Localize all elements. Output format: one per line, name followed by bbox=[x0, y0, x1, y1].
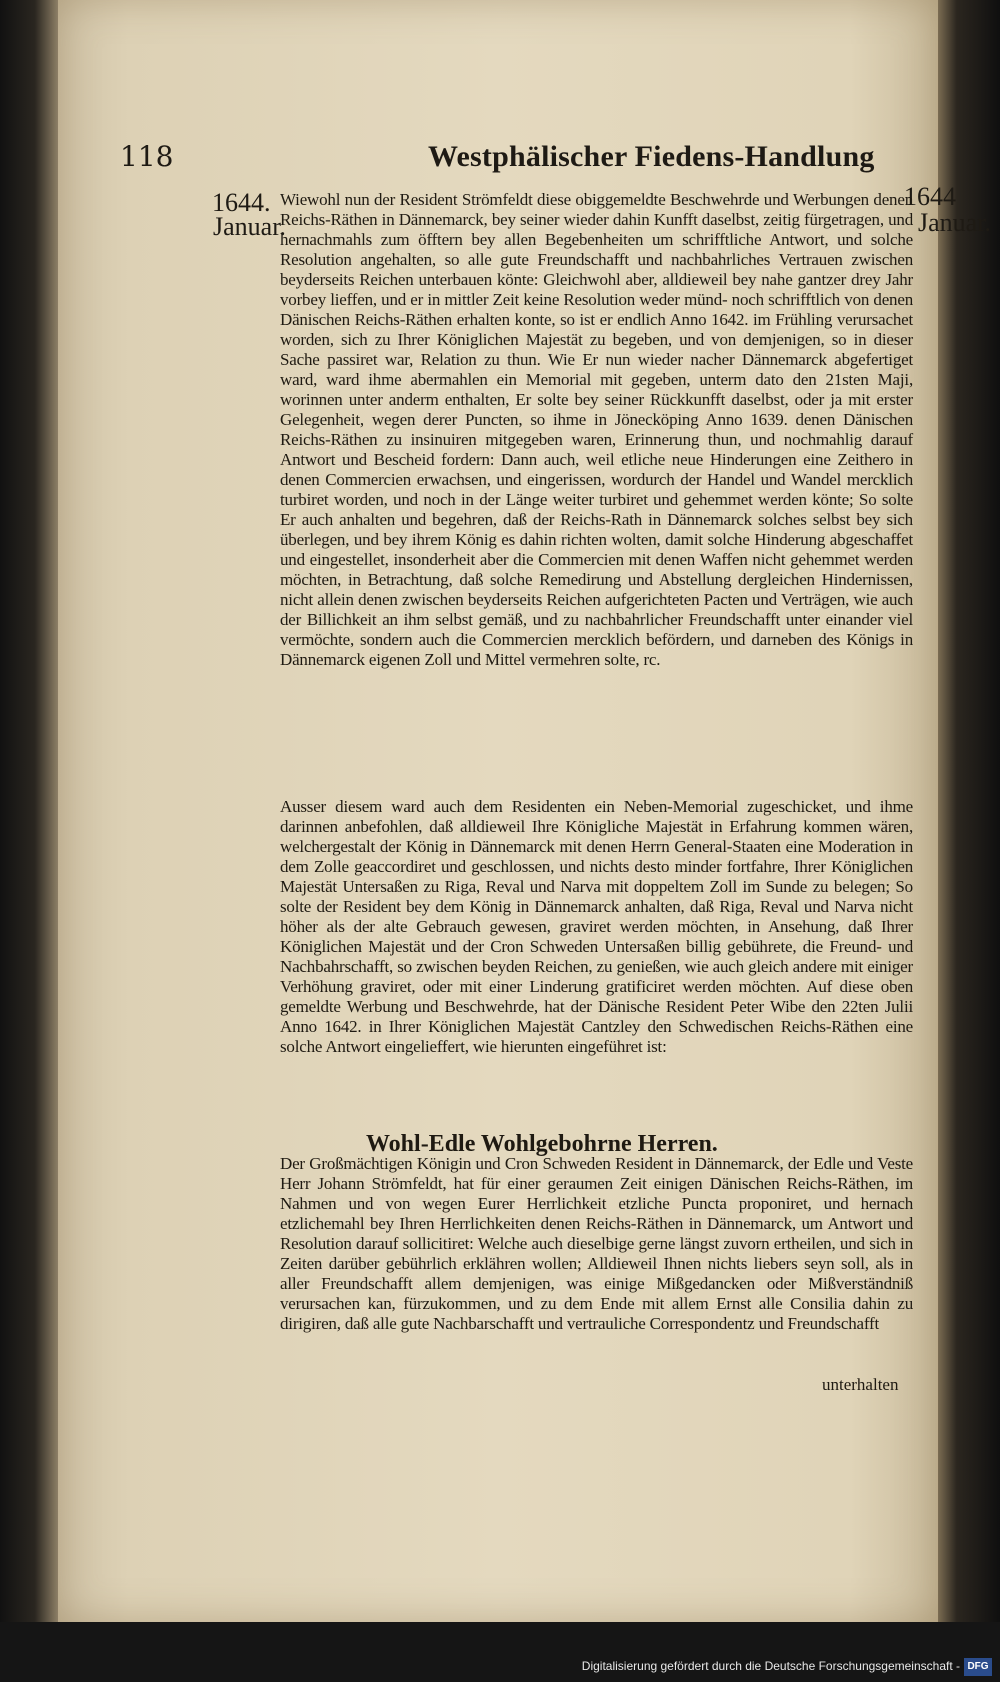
dfg-logo: DFG bbox=[964, 1658, 992, 1676]
margin-right-month: Januar. bbox=[918, 208, 991, 237]
page-right-edge bbox=[938, 0, 1000, 1622]
running-title: Westphälischer Fiedens-Handlung bbox=[428, 140, 875, 173]
catchword: unterhalten bbox=[822, 1375, 899, 1394]
body-paragraph-1-text: Wiewohl nun der Resident Strömfeldt diese obiggemeldte Beschwehrde und Werbungen denen Reichs-Räthen in Dännemarck, bey seiner wieder dahin Kunfft daselbst, zeitig fürgetragen, und hernachmahls zum öfftern bey allen Begebenheiten um schrifftliche Antwort, und solche Resolution angehalten, so alle gute Freundschafft und nachbahrliches Vertrauen zwischen beyderseits Reichen unterbauen könte: Gleichwohl aber, alldieweil bey nahe gantzer drey Jahr vorbey lieffen, und er in mittler Zeit keine Resolution weder münd- noch schrifftlich von denen Dänischen Reichs-Räthen erhalten konte, so ist er endlich Anno 1642. im Frühling verursachet worden, sich zu Ihrer Königlichen Majestät zu begeben, und von demjenigen, so in dieser Sache passiret war, Relation zu thun. Wie Er nun wieder nacher Dännemarck abgefertiget ward, ward ihme abermahlen ein Memorial mit gegeben, unterm dato den 21sten Maji, worinnen unter anderm enthalten, Er solte bey seiner Rückkunfft daselbst, oder ja mit erster Gelegenheit, wegen derer Puncten, so ihme in Jönecköping Anno 1639. denen Dänischen Reichs-Räthen zu insinuiren mitgegeben waren, Erinnerung thun, und nochmahlig darauf Antwort und Bescheid fordern: Dann auch, weil etliche neue Hinderungen eine Zeithero in denen Commercien erwachsen, und eingerissen, wordurch der Handel und Wandel mercklich turbiret worden, und noch in der Länge weiter turbiret und gehemmet werden könte; So solte Er auch anhalten und begehren, daß der Reichs-Rath in Dännemarck solches selbst bey sich überlegen, und bey ihrem König es dahin richten wolten, damit solche Hinderung abgeschaffet und eingestellet, insonderheit aber die Commercien mit denen Waffen nicht gehemmet werden möchten, in Betrachtung, daß solche Remedirung und Abstellung dergleichen Hindernissen, nicht allein denen zwischen beyderseits Reichen aufgerichteten Pacten und Verträgen, wie auch der Billichkeit an ihm selbst gemäß, und zu nachbahrlicher Freundschafft unter einander viel vermöchte, sondern auch die Commercien mercklich befördern, und darneben des Königs in Dännemarck eigenen Zoll und Mittel vermehren solte, rc. bbox=[280, 190, 913, 669]
body-paragraph-1 bbox=[280, 190, 913, 670]
margin-left-year: 1644. bbox=[212, 188, 271, 217]
body-paragraph-3-text: Der Großmächtigen Königin und Cron Schweden Resident in Dännemarck, der Edle und Veste Herr Johann Strömfeldt, hat für einer geraumen Zeit einigen Dänischen Reichs-Räthen, im Nahmen und von wegen Eurer Herrlichkeit etzliche Puncta proponiret, und hernach etzlichemahl bey Ihren Herrlichkeiten denen Reichs-Räthen in Dännemarck, um Antwort und Resolution darauf sollicitiret: Welche auch dieselbige gerne längst zuvorn ertheilen, und sich in Zeiten darüber gebührlich erklähren wollen; Alldieweil Ihnen nichts liebers seyn soll, als in aller Freundschafft allem demjenigen, was einige Mißgedancken oder Mißverständniß verursachen kan, fürzukommen, und zu dem Ende mit allem Ernst alle Consilia dahin zu dirigiren, daß alle gute Nachbarschafft und vertrauliche Correspondentz und Freundschafft bbox=[280, 1154, 913, 1333]
letter-salutation: Wohl-Edle Wohlgebohrne Herren. bbox=[366, 1131, 718, 1157]
page-left-edge bbox=[0, 0, 58, 1622]
body-paragraph-2-text: Ausser diesem ward auch dem Residenten ein Neben-Memorial zugeschicket, und ihme darinnen anbefohlen, daß alldieweil Ihre Königliche Majestät in Erfahrung kommen wären, welchergestalt der König in Dännemarck mit denen Herrn General-Staaten eine Moderation in dem Zolle geaccordiret und geschlossen, und nichts desto minder fortfahre, Ihrer Königlichen Majestät Untersaßen zu Riga, Reval und Narva mit doppeltem Zoll im Sunde zu belegen; So solte der Resident bey dem König in Dännemarck anhalten, daß Riga, Reval und Narva nicht höher als der alte Gebrauch gewesen, graviret werden möchten, in Ansehung, daß Ihrer Königlichen Majestät und der Cron Schweden Untersaßen billig gebührete, die Freund- und Nachbahrschafft, so zwischen beyden Reichen, zu genießen, wie auch gleich andere mit einiger Verhöhung graviret, oder mit einer Linderung gratificiret werden möchten. Auf diese oben gemeldte Werbung und Beschwehrde, hat der Dänische Resident Peter Wibe den 22ten Julii Anno 1642. in Ihrer Königlichen Majestät Cantzley den Schwedischen Reichs-Räthen eine solche Antwort eingelieffert, wie hierunten eingeführet ist: bbox=[280, 797, 913, 1056]
margin-right-year: 1644 bbox=[904, 182, 956, 211]
page-number: 118 bbox=[120, 140, 174, 173]
body-paragraph-2 bbox=[280, 797, 913, 1057]
margin-left-month: Januar. bbox=[213, 212, 286, 241]
body-paragraph-3 bbox=[280, 1154, 913, 1334]
digitization-credit: Digitalisierung gefördert durch die Deutsche Forschungsgemeinschaft - bbox=[581, 1659, 960, 1673]
